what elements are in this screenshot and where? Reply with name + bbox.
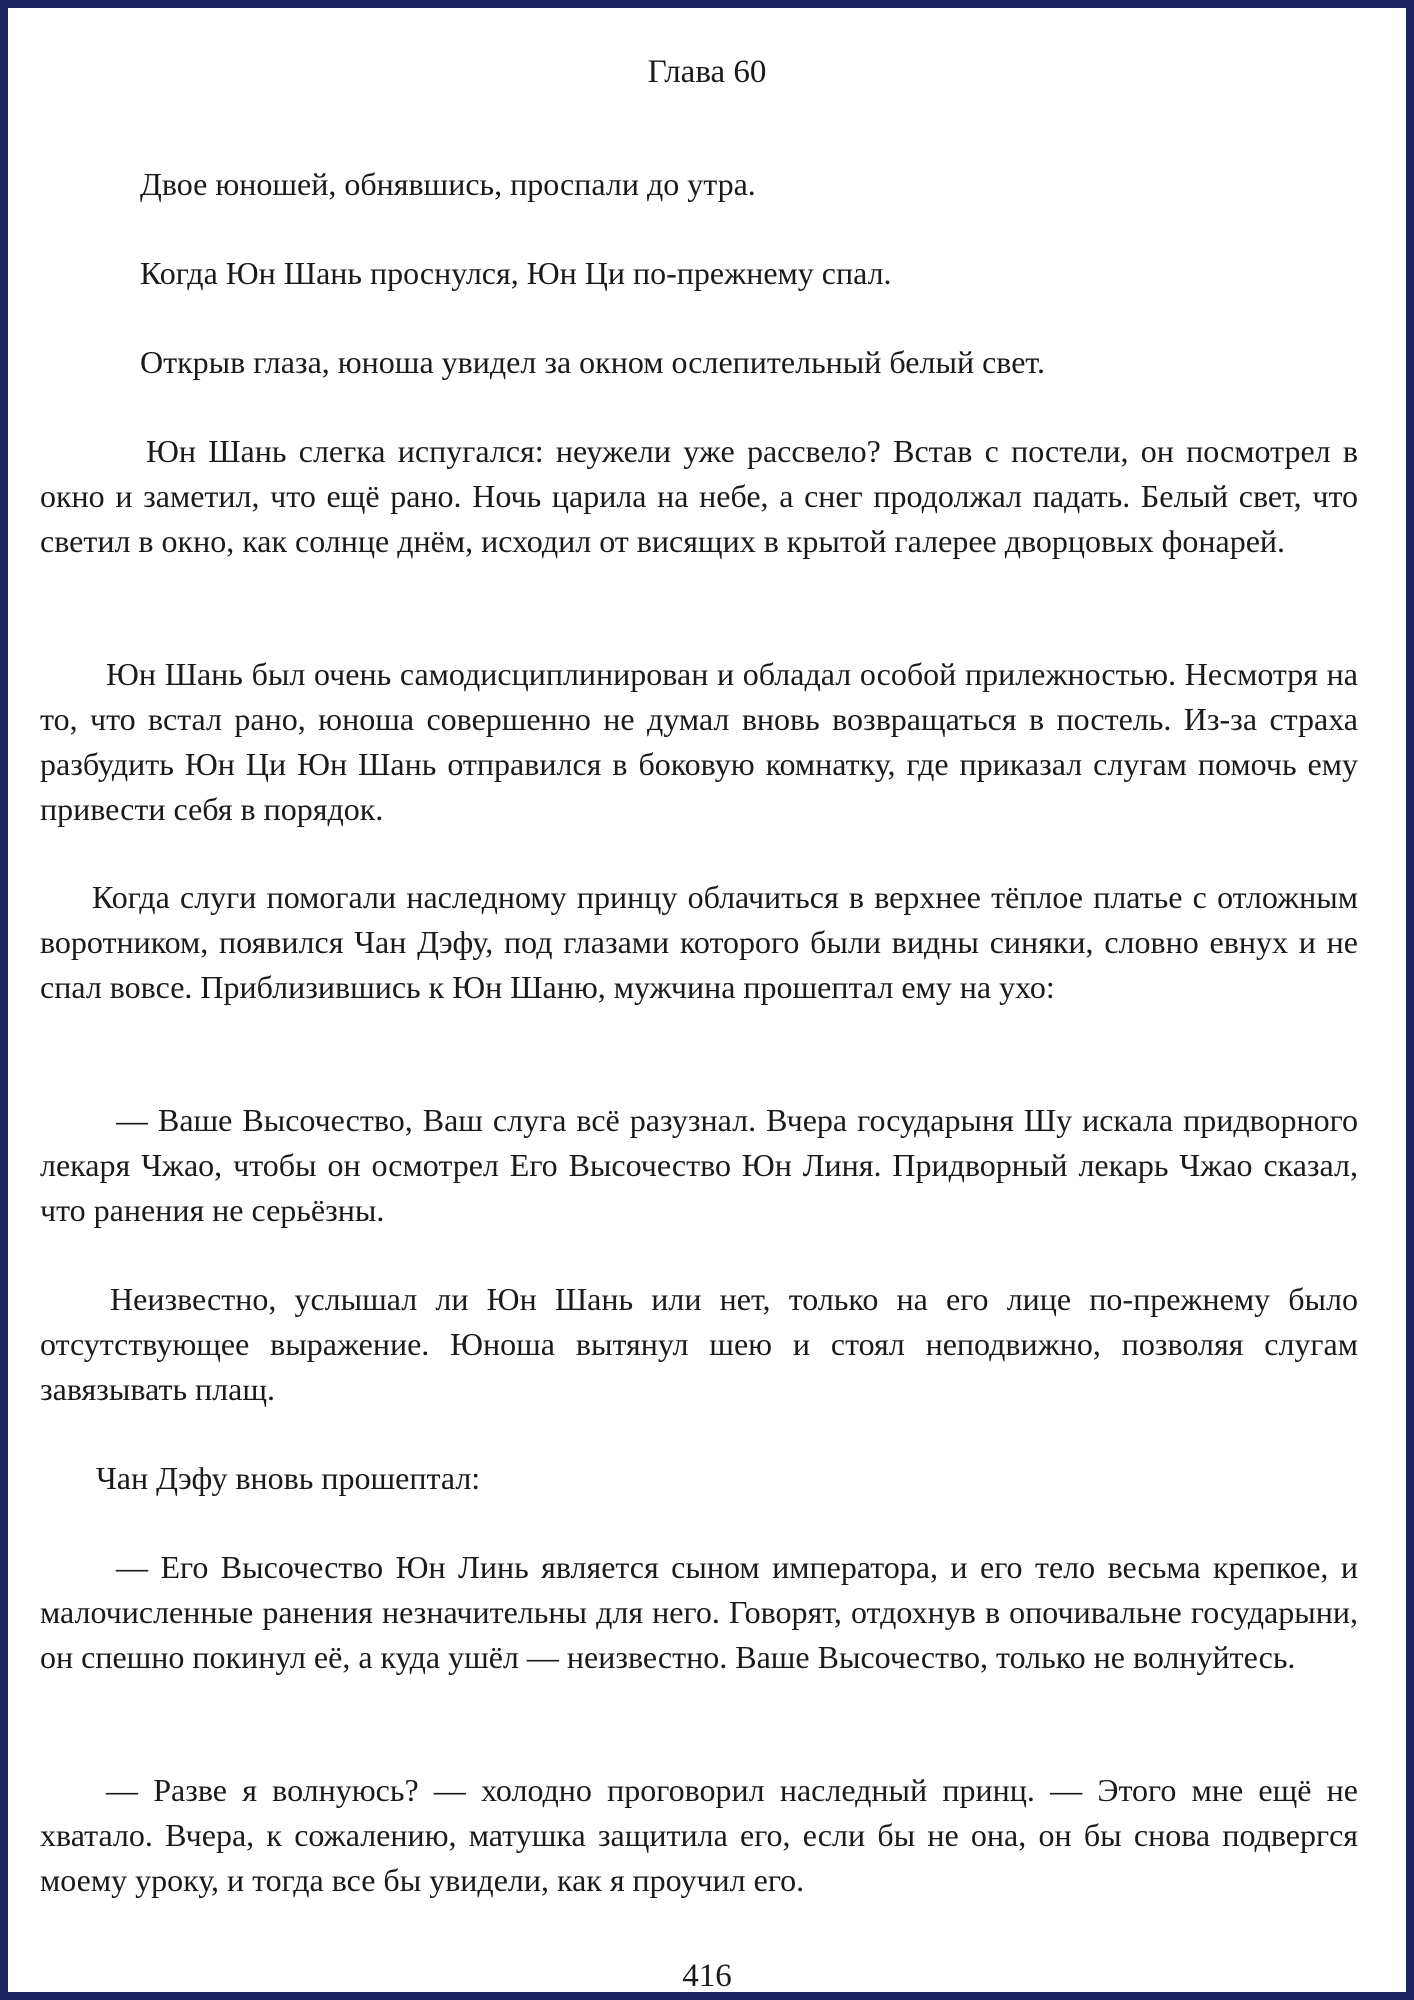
chapter-title: Глава 60 (647, 54, 767, 90)
paragraph: Неизвестно, услышал ли Юн Шань или нет, только на его лице по-прежнему было отсутствующее выражение. Юноша вытянул шею и стоял неподвижно, позволяя слугам завязывать плащ. (40, 1281, 1358, 1407)
paragraph: Открыв глаза, юноша увидел за окном ослепительный белый свет. (140, 344, 1045, 380)
paragraph: Юн Шань слегка испугался: неужели уже рассвело? Встав с постели, он посмотрел в окно и заметил, что ещё рано. Ночь царила на небе, а снег продолжал падать. Белый свет, что светил в окно, как солнце днём, исходил от висящих в крытой галерее дворцовых фонарей. (40, 433, 1358, 559)
paragraph: — Его Высочество Юн Линь является сыном императора, и его тело весьма крепкое, и малочисленные ранения незначительны для него. Говорят, отдохнув в опочивальне государыни, он спешно покинул её, а куда ушёл — неизвестно. Ваше Высочество, только не волнуйтесь. (40, 1549, 1358, 1675)
paragraph: — Разве я волнуюсь? — холодно проговорил наследный принц. — Этого мне ещё не хватало. Вчера, к сожалению, матушка защитила его, если бы не она, он бы снова подвергся моему уроку, и тогда все бы увидели, как я проучил его. (40, 1772, 1358, 1898)
paragraph: Двое юношей, обнявшись, проспали до утра. (140, 166, 756, 202)
paragraph: Когда Юн Шань проснулся, Юн Ци по-прежнему спал. (140, 255, 892, 291)
page-number: 416 (682, 1958, 732, 1994)
paragraph: Когда слуги помогали наследному принцу облачиться в верхнее тёплое платье с отложным воротником, появился Чан Дэфу, под глазами которого были видны синяки, словно евнух и не спал вовсе. Приблизившись к Юн Шаню, мужчина прошептал ему на ухо: (40, 879, 1358, 1005)
paragraph: Юн Шань был очень самодисциплинирован и обладал особой прилежностью. Несмотря на то, что встал рано, юноша совершенно не думал вновь возвращаться в постель. Из-за страха разбудить Юн Ци Юн Шань отправился в боковую комнатку, где приказал слугам помочь ему привести себя в порядок. (40, 656, 1358, 827)
paragraph: — Ваше Высочество, Ваш слуга всё разузнал. Вчера государыня Шу искала придворного лекаря Чжао, чтобы он осмотрел Его Высочество Юн Линя. Придворный лекарь Чжао сказал, что ранения не серьёзны. (40, 1102, 1358, 1228)
paragraph: Чан Дэфу вновь прошептал: (96, 1460, 481, 1496)
